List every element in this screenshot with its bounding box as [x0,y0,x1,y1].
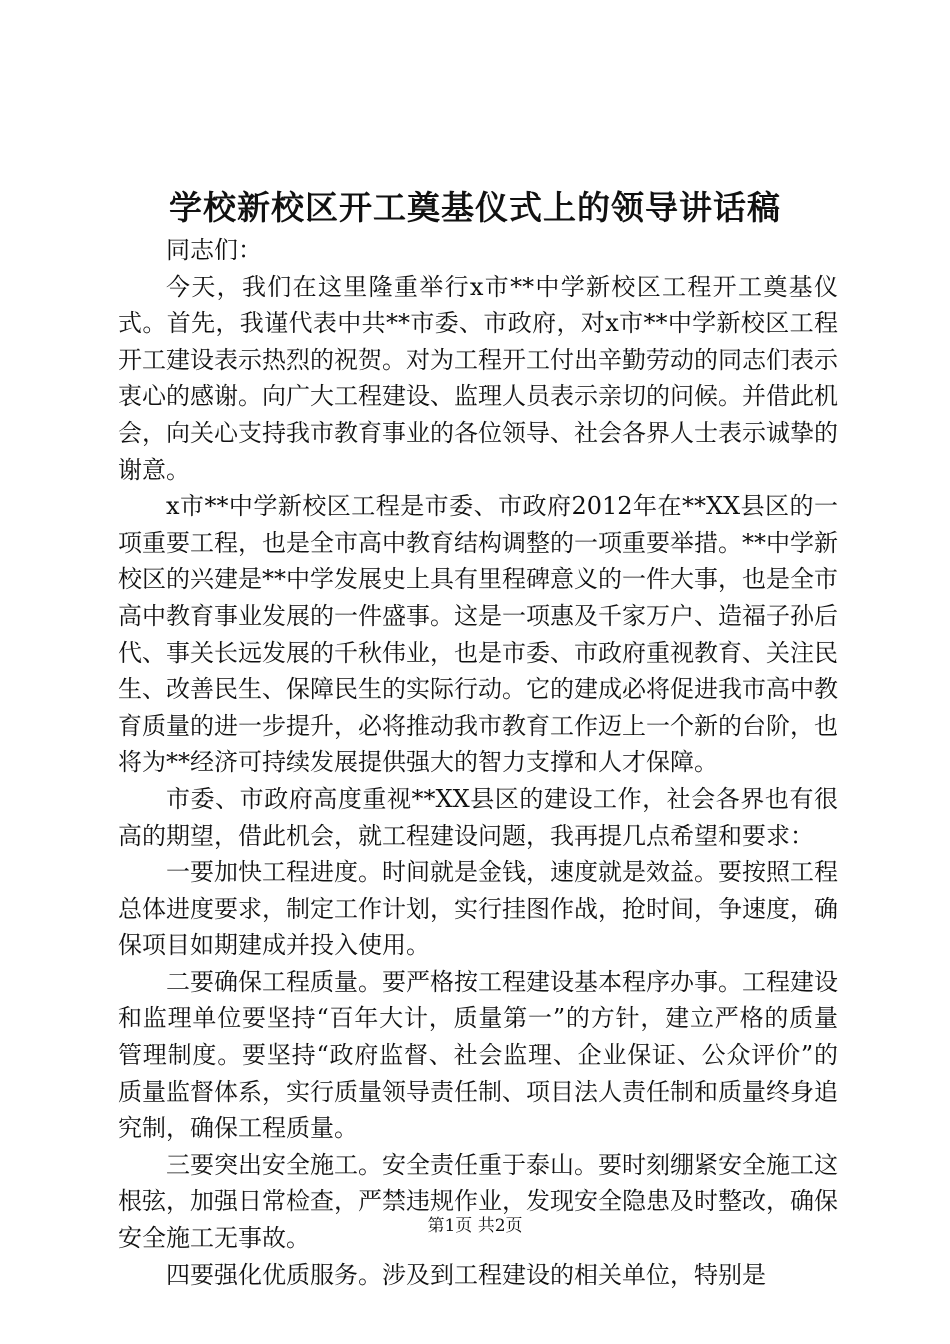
paragraph-requirement-progress: 一要加快工程进度。时间就是金钱，速度就是效益。要按照工程总体进度要求，制定工作计划，实行挂图作战，抢时间，争速度，确保项目如期建成并投入使用。 [118,858,838,960]
paragraph-opening: 今天，我们在这里隆重举行x市**中学新校区工程开工奠基仪式。首先，我谨代表中共**市委、市政府，对x市**中学新校区工程开工建设表示热烈的祝贺。对为工程开工付出辛勤劳动的同志们表示衷心的感谢。向广大工程建设、监理人员表示亲切的问候。并借此机会，向关心支持我市教育事业的各位领导、社会各界人士表示诚挚的谢意。 [118,272,838,484]
paragraph-requirement-service: 四要强化优质服务。涉及到工程建设的相关单位，特别是 [166,1260,766,1289]
document-body [118,232,838,1293]
document-title: 学校新校区开工奠基仪式上的领导讲话稿 [169,188,781,227]
paragraph-requirement-quality: 二要确保工程质量。要严格按工程建设基本程序办事。工程建设和监理单位要坚持“百年大计，质量第一”的方针，建立严格的质量管理制度。要坚持“政府监督、社会监理、企业保证、公众评价”的质量监督体系，实行质量领导责任制、项目法人责任制和质量终身追究制，确保工程质量。 [118,967,838,1143]
paragraph-requirement-safety: 三要突出安全施工。安全责任重于泰山。要时刻绷紧安全施工这根弦，加强日常检查，严禁违规作业，发现安全隐患及时整改，确保安全施工无事故。 [118,1150,838,1253]
paragraph-project-significance: x市**中学新校区工程是市委、市政府2012年在**XX县区的一项重要工程，也是全市高中教育结构调整的一项重要举措。**中学新校区的兴建是**中学发展史上具有里程碑意义的一件大事，也是全市高中教育事业发展的一件盛事。这是一项惠及千家万户、造福子孙后代、事关长远发展的千秋伟业，也是市委、市政府重视教育、关注民生、改善民生、保障民生的实际行动。它的建成必将促进我市高中教育质量的进一步提升，必将推动我市教育工作迈上一个新的台阶，也将为**经济可持续发展提供强大的智力支撑和人才保障。 [118,492,838,777]
salutation: 同志们： [166,236,262,264]
paragraph-requirements-intro: 市委、市政府高度重视**XX县区的建设工作，社会各界也有很高的期望，借此机会，就工程建设问题，我再提几点希望和要求： [118,784,838,850]
page-number-footer: 第1页 共2页 [427,1216,523,1236]
